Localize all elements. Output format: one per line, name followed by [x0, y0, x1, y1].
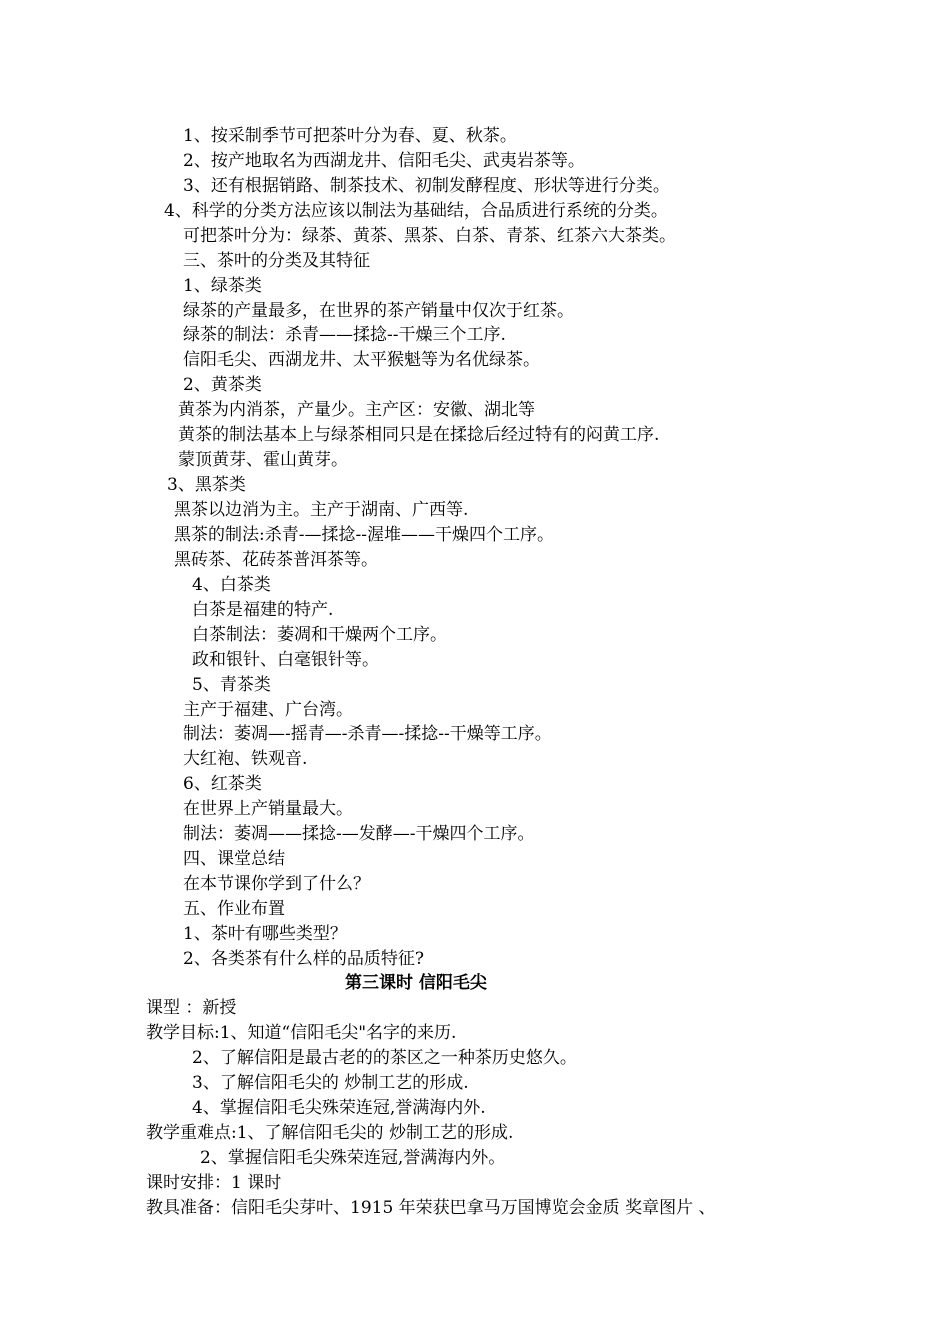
text-line: 教学目标:1、知道“信阳毛尖"名字的来历.	[146, 1023, 457, 1043]
section-heading: 三、茶叶的分类及其特征	[183, 251, 370, 271]
text-line: 蒙顶黄芽、霍山黄芽。	[178, 450, 348, 470]
subsection-heading: 6、红茶类	[183, 774, 262, 794]
text-line: 黄茶的制法基本上与绿茶相同只是在揉捻后经过特有的闷黄工序.	[178, 425, 660, 445]
text-line: 黑茶以边消为主。主产于湖南、广西等.	[174, 500, 469, 520]
subsection-heading: 3、黑茶类	[167, 475, 246, 495]
text-line: 在世界上产销量最大。	[183, 799, 353, 819]
section-heading: 四、课堂总结	[183, 849, 285, 869]
text-line: 信阳毛尖、西湖龙井、太平猴魁等为名优绿茶。	[183, 350, 540, 370]
text-line: 主产于福建、广台湾。	[183, 700, 353, 720]
text-line: 2、按产地取名为西湖龙井、信阳毛尖、武夷岩茶等。	[183, 151, 585, 171]
lesson-title: 第三课时 信阳毛尖	[345, 973, 487, 993]
text-line: 制法：萎凋—-摇青—-杀青—-揉捻--干燥等工序。	[183, 724, 552, 744]
text-line: 课型 ：新授	[146, 998, 237, 1018]
text-line: 教学重难点:1、了解信阳毛尖的 炒制工艺的形成.	[146, 1123, 514, 1143]
section-heading: 五、作业布置	[183, 899, 285, 919]
text-line: 绿茶的制法：杀青——揉捻--干燥三个工序.	[183, 325, 506, 345]
text-line: 教具准备：信阳毛尖芽叶、1915 年荣获巴拿马万国博览会金质 奖章图片 、	[146, 1198, 716, 1218]
text-line: 2、了解信阳是最古老的的茶区之一种茶历史悠久。	[192, 1048, 577, 1068]
subsection-heading: 1、绿茶类	[183, 276, 262, 296]
text-line: 3、了解信阳毛尖的 炒制工艺的形成.	[192, 1073, 469, 1093]
text-line: 黑茶的制法:杀青-—揉捻--渥堆——干燥四个工序。	[174, 525, 554, 545]
text-line: 4、科学的分类方法应该以制法为基础结，合品质进行系统的分类。	[164, 201, 668, 221]
text-line: 黑砖茶、花砖茶普洱茶等。	[174, 550, 378, 570]
text-line: 可把茶叶分为：绿茶、黄茶、黑茶、白茶、青茶、红茶六大茶类。	[183, 226, 676, 246]
text-line: 课时安排：1 课时	[146, 1173, 282, 1193]
text-line: 大红袍、铁观音.	[183, 749, 308, 769]
text-line: 2、各类茶有什么样的品质特征?	[183, 949, 424, 969]
text-line: 4、掌握信阳毛尖殊荣连冠,誉满海内外.	[192, 1098, 486, 1118]
text-line: 3、还有根据销路、制茶技术、初制发酵程度、形状等进行分类。	[183, 176, 670, 196]
text-line: 2、掌握信阳毛尖殊荣连冠,誉满海内外。	[200, 1148, 506, 1168]
text-line: 在本节课你学到了什么？	[183, 874, 370, 894]
text-line: 绿茶的产量最多，在世界的茶产销量中仅次于红茶。	[183, 301, 574, 321]
text-line: 黄茶为内消茶，产量少。主产区：安徽、湖北等	[178, 400, 535, 420]
subsection-heading: 4、白茶类	[192, 575, 271, 595]
text-line: 制法：萎凋——揉捻-—发酵—-干燥四个工序。	[183, 824, 535, 844]
text-line: 1、按采制季节可把茶叶分为春、夏、秋茶。	[183, 126, 517, 146]
text-line: 白茶制法：萎凋和干燥两个工序。	[192, 625, 447, 645]
subsection-heading: 5、青茶类	[192, 675, 271, 695]
text-line: 1、茶叶有哪些类型？	[183, 924, 347, 944]
subsection-heading: 2、黄茶类	[183, 375, 262, 395]
text-line: 政和银针、白毫银针等。	[192, 650, 379, 670]
text-line: 白茶是福建的特产.	[192, 600, 334, 620]
